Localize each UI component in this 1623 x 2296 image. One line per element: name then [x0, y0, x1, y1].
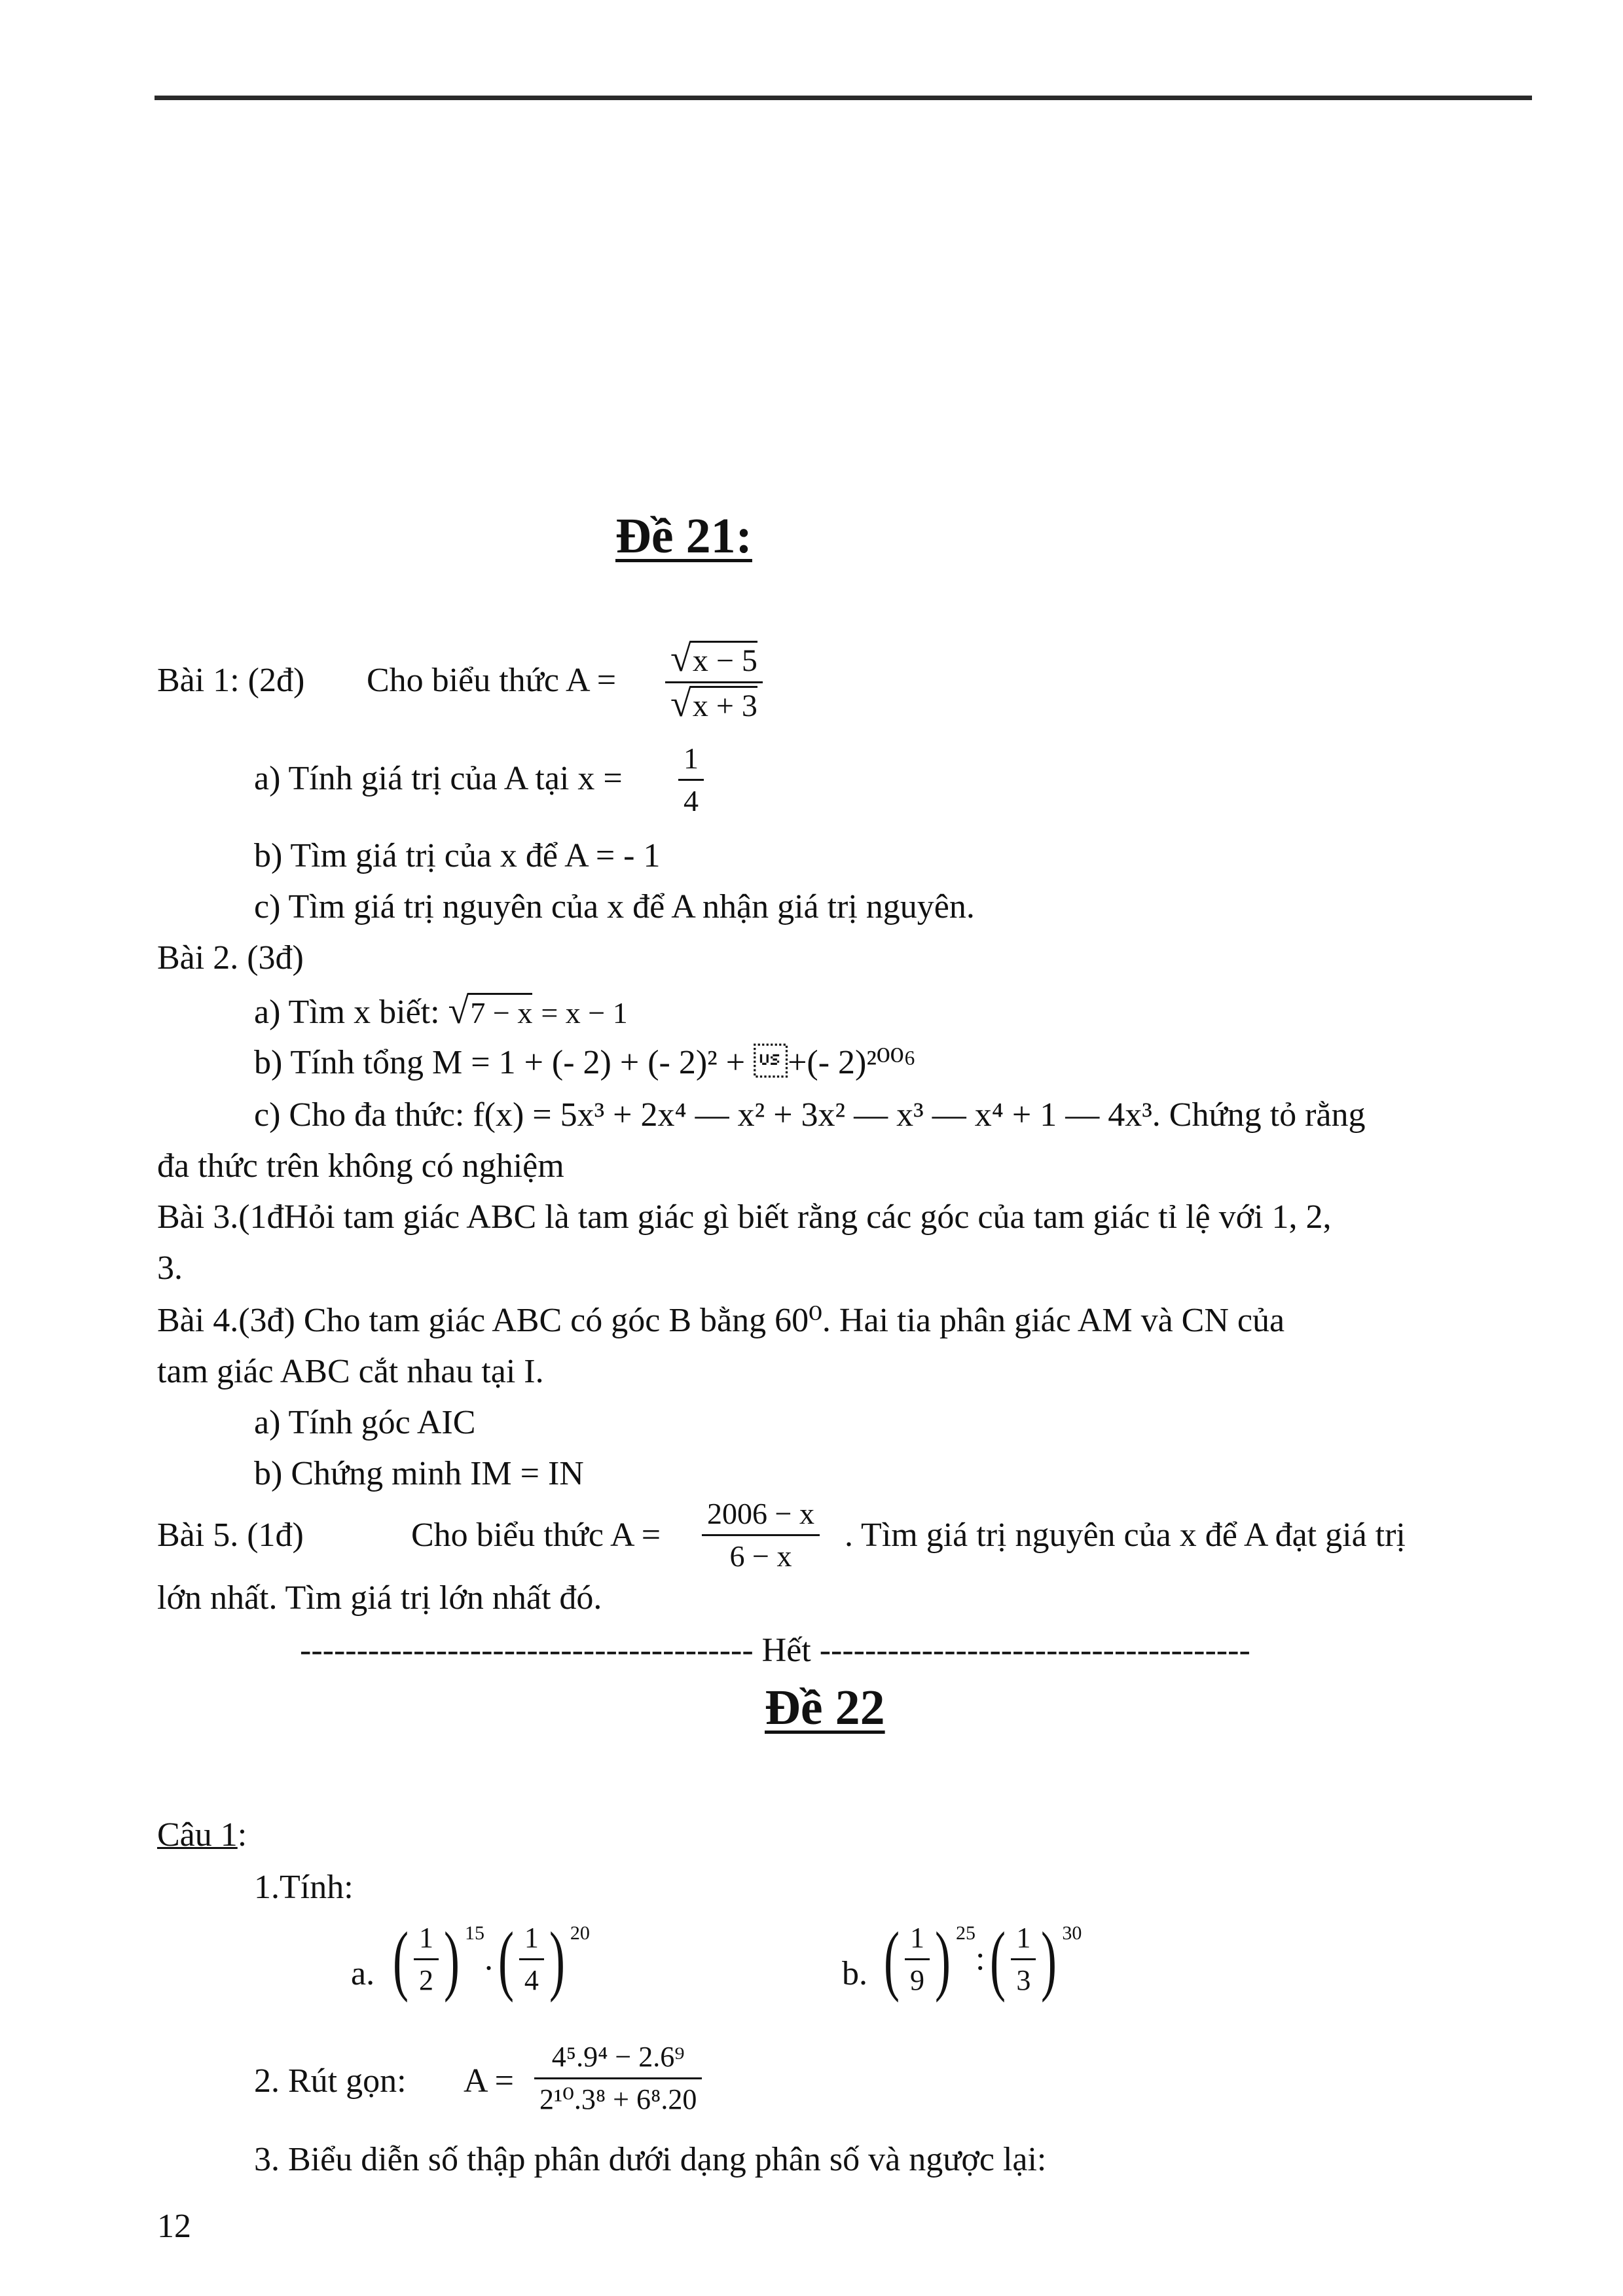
- bai1-fraction: $\frac{√x - 5}{√x + 3}$: [661, 638, 767, 726]
- bai1-label: Bài 1: (2đ): [157, 662, 305, 699]
- bai5-label: Bài 5. (1đ): [157, 1516, 304, 1554]
- bai5-frac-den: 6 − x: [729, 1539, 792, 1573]
- bai2-b: b) Tính tổng M = 1 + (- 2) + (- 2)² + +(- 2)²⁰⁰⁶: [254, 1044, 916, 1081]
- a-dot: .: [484, 1940, 493, 1978]
- cau1-heading: [157, 1816, 247, 1855]
- item2-label: 2. Rút gọn:: [254, 2062, 407, 2100]
- bai1-a-fraction: [674, 738, 708, 821]
- b2-den: 3: [1016, 1964, 1031, 1996]
- bai2-label: Bài 2. (3đ): [157, 939, 304, 977]
- bai1-a-num: 1: [678, 738, 704, 781]
- a-expression: ( $\frac{1}{2}$ ) 15.( $\frac{1}{4}$ ) 20: [388, 1918, 590, 2001]
- a1-den: 2: [418, 1964, 433, 1996]
- bai1-frac-num: x − 5: [690, 641, 757, 679]
- bai2-c1: c) Cho đa thức: f(x) = 5x³ + 2x⁴ — x² + 3x² — x³ — x⁴ + 1 — 4x³. Chứng tỏ rằng: [254, 1096, 1366, 1134]
- bai2-a-rhs: = x − 1: [541, 996, 628, 1030]
- bai1-a-text: a) Tính giá trị của A tại x =: [254, 760, 623, 797]
- item2-A: A =: [464, 2062, 515, 2100]
- a2-num: 1: [519, 1918, 544, 1960]
- bai5-line2: lớn nhất. Tìm giá trị lớn nhất đó.: [157, 1579, 602, 1617]
- bai4-line2: tam giác ABC cắt nhau tại I.: [157, 1353, 544, 1390]
- a1-num: 1: [414, 1918, 439, 1960]
- item2-den: 2¹⁰.3⁸ + 6⁸.20: [539, 2083, 697, 2115]
- b-colon: :: [975, 1940, 985, 1978]
- cau1-colon: :: [237, 1816, 247, 1854]
- item2-num: 4⁵.9⁴ − 2.6⁹: [534, 2037, 702, 2079]
- b1-den: 9: [909, 1964, 924, 1996]
- b-label: b.: [842, 1955, 867, 1992]
- bai4-line1: Bài 4.(3đ) Cho tam giác ABC có góc B bằng 60⁰. Hai tia phân giác AM và CN của: [157, 1302, 1285, 1339]
- bai5-intro: Cho biểu thức A =: [411, 1516, 661, 1554]
- bai4-b: b) Chứng minh IM = IN: [254, 1455, 584, 1492]
- bai3-line2: 3.: [157, 1249, 183, 1287]
- bai3-line1: Bài 3.(1đHỏi tam giác ABC là tam giác gì biết rằng các góc của tam giác tỉ lệ với 1, 2,: [157, 1198, 1332, 1236]
- bai5-frac-num: 2006 − x: [702, 1494, 820, 1536]
- page-number: 12: [157, 2208, 191, 2245]
- de22-title: Đề 22: [765, 1680, 885, 1735]
- cau1-label: Câu 1: [157, 1816, 238, 1854]
- bai5-fraction: [698, 1494, 824, 1577]
- b-expression: ( $\frac{1}{9}$ ) 25:( $\frac{1}{3}$ ) 30: [879, 1918, 1082, 2001]
- bai1-c: c) Tìm giá trị nguyên của x để A nhận giá trị nguyên.: [254, 888, 975, 925]
- a2-den: 4: [524, 1964, 539, 1996]
- de21-title: Đề 21:: [615, 509, 752, 564]
- a-label: a.: [351, 1955, 375, 1992]
- header-rule: [155, 96, 1532, 100]
- bai2-a-line: a) Tìm x biết: √7 − x = x − 1: [254, 989, 628, 1031]
- b2-num: 1: [1011, 1918, 1036, 1960]
- item3-text: 3. Biểu diễn số thập phân dưới dạng phân số và ngược lại:: [254, 2141, 1047, 2178]
- bai4-a: a) Tính góc AIC: [254, 1404, 476, 1441]
- bai1-b: b) Tìm giá trị của x để A = - 1: [254, 837, 661, 874]
- a2-exp: 20: [570, 1922, 590, 1944]
- bai2-a-rad: 7 − x: [467, 993, 532, 1031]
- end-marker: ---------------------------------------- Hết --------------------------------------: [300, 1632, 1250, 1669]
- a1-exp: 15: [464, 1922, 484, 1944]
- bai2-c2: đa thức trên không có nghiệm: [157, 1147, 564, 1185]
- b2-exp: 30: [1062, 1922, 1082, 1944]
- b1-exp: 25: [955, 1922, 976, 1944]
- item1-label: 1.Tính:: [254, 1869, 354, 1906]
- bai1-intro: Cho biểu thức A =: [367, 662, 617, 699]
- bai2-a-text: a) Tìm x biết:: [254, 994, 440, 1031]
- bai5-after: . Tìm giá trị nguyên của x để A đạt giá trị: [845, 1516, 1406, 1554]
- bai1-a-den: 4: [684, 784, 699, 817]
- bai1-frac-den: x + 3: [690, 686, 757, 725]
- item2-fraction: [530, 2037, 706, 2120]
- b1-num: 1: [905, 1918, 930, 1960]
